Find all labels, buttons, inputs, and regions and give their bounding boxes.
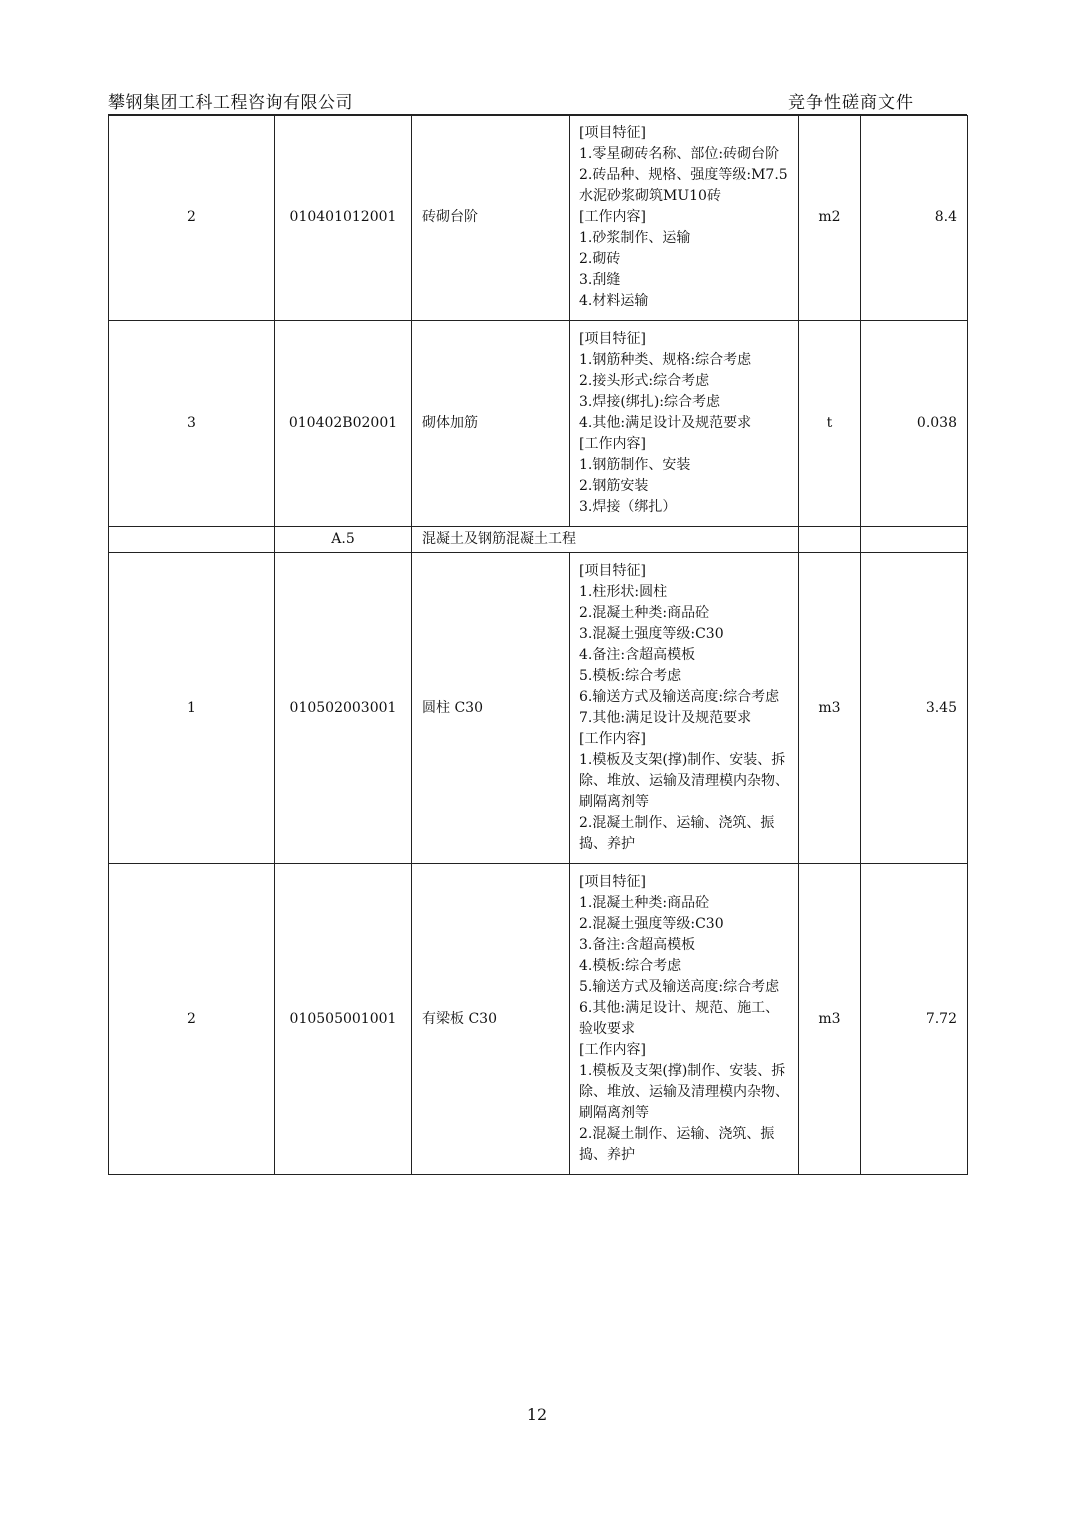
quantity-cell: 3.45 [861,553,968,864]
item-code-cell: 010402B02001 [275,321,412,527]
item-description-cell [570,321,799,527]
unit-cell: t [799,321,861,527]
description-line: 3.混凝土强度等级:C30 [579,626,724,642]
table-body [109,115,968,1175]
description-line: 1.砂浆制作、运输 [579,230,691,246]
seq-cell [109,527,275,553]
item-code-cell: 010401012001 [275,115,412,321]
description-line: [工作内容] [579,1042,646,1058]
table-row [109,115,968,321]
document-type: 竞争性磋商文件 [788,93,914,113]
description-line: [工作内容] [579,731,646,747]
description-line: 5.模板:综合考虑 [579,668,682,684]
description-line: 6.输送方式及输送高度:综合考虑 [579,689,780,705]
section-code-cell: A.5 [275,527,412,553]
section-name-cell: 混凝土及钢筋混凝土工程 [412,527,799,553]
company-name: 攀钢集团工科工程咨询有限公司 [108,93,353,113]
page-header [108,88,914,112]
unit-cell: m3 [799,553,861,864]
description-line: 7.其他:满足设计及规范要求 [579,710,752,726]
description-line: 2.砌砖 [579,251,621,267]
item-description-cell [570,115,799,321]
section-row [109,527,968,553]
quantity-cell: 0.038 [861,321,968,527]
page-number: 12 [526,1405,548,1424]
description-line: 3.备注:含超高模板 [579,937,696,953]
description-line: [项目特征] [579,331,646,347]
description-line: [项目特征] [579,874,646,890]
description-line: 5.输送方式及输送高度:综合考虑 [579,979,780,995]
description-line: 4.备注:含超高模板 [579,647,696,663]
item-name-cell: 有梁板 C30 [412,864,570,1175]
item-code-cell: 010505001001 [275,864,412,1175]
description-line: 2.钢筋安装 [579,478,649,494]
description-line: [工作内容] [579,436,646,452]
description-line: 3.焊接（绑扎） [579,499,677,515]
item-code-cell: 010502003001 [275,553,412,864]
description-line: 4.材料运输 [579,293,649,309]
table-row [109,553,968,864]
quantity-cell [861,527,968,553]
description-line: 6.其他:满足设计、规范、施工、验收要求 [579,1000,780,1037]
description-line: 1.零星砌砖名称、部位:砖砌台阶 [579,146,780,162]
description-line: 4.其他:满足设计及规范要求 [579,415,752,431]
description-line: 1.钢筋种类、规格:综合考虑 [579,352,752,368]
description-line: 2.混凝土制作、运输、浇筑、振捣、养护 [579,1126,775,1163]
description-line: [工作内容] [579,209,646,225]
description-line: 1.混凝土种类:商品砼 [579,895,710,911]
description-line: 2.砖品种、规格、强度等级:M7.5水泥砂浆砌筑MU10砖 [579,167,788,204]
item-name-cell: 砖砌台阶 [412,115,570,321]
unit-cell [799,527,861,553]
description-line: [项目特征] [579,125,646,141]
table-row [109,321,968,527]
description-line: 2.混凝土种类:商品砼 [579,605,710,621]
item-name-cell: 圆柱 C30 [412,553,570,864]
description-line: 4.模板:综合考虑 [579,958,682,974]
description-line: 1.模板及支架(撑)制作、安装、拆除、堆放、运输及清理模内杂物、刷隔离剂等 [579,752,789,810]
seq-cell: 2 [109,864,275,1175]
seq-cell: 3 [109,321,275,527]
unit-cell: m3 [799,864,861,1175]
quantity-cell: 8.4 [861,115,968,321]
unit-cell: m2 [799,115,861,321]
seq-cell: 2 [109,115,275,321]
description-line: 2.混凝土强度等级:C30 [579,916,724,932]
seq-cell: 1 [109,553,275,864]
description-line: 3.焊接(绑扎):综合考虑 [579,394,720,410]
bill-of-quantities-table [108,115,968,1175]
description-line: 2.混凝土制作、运输、浇筑、振捣、养护 [579,815,775,852]
description-line: 2.接头形式:综合考虑 [579,373,710,389]
description-line: 1.柱形状:圆柱 [579,584,668,600]
quantity-cell: 7.72 [861,864,968,1175]
description-line: 3.刮缝 [579,272,621,288]
description-line: 1.钢筋制作、安装 [579,457,691,473]
item-description-cell [570,864,799,1175]
table-row [109,864,968,1175]
item-description-cell [570,553,799,864]
description-line: [项目特征] [579,563,646,579]
description-line: 1.模板及支架(撑)制作、安装、拆除、堆放、运输及清理模内杂物、刷隔离剂等 [579,1063,789,1121]
item-name-cell: 砌体加筋 [412,321,570,527]
